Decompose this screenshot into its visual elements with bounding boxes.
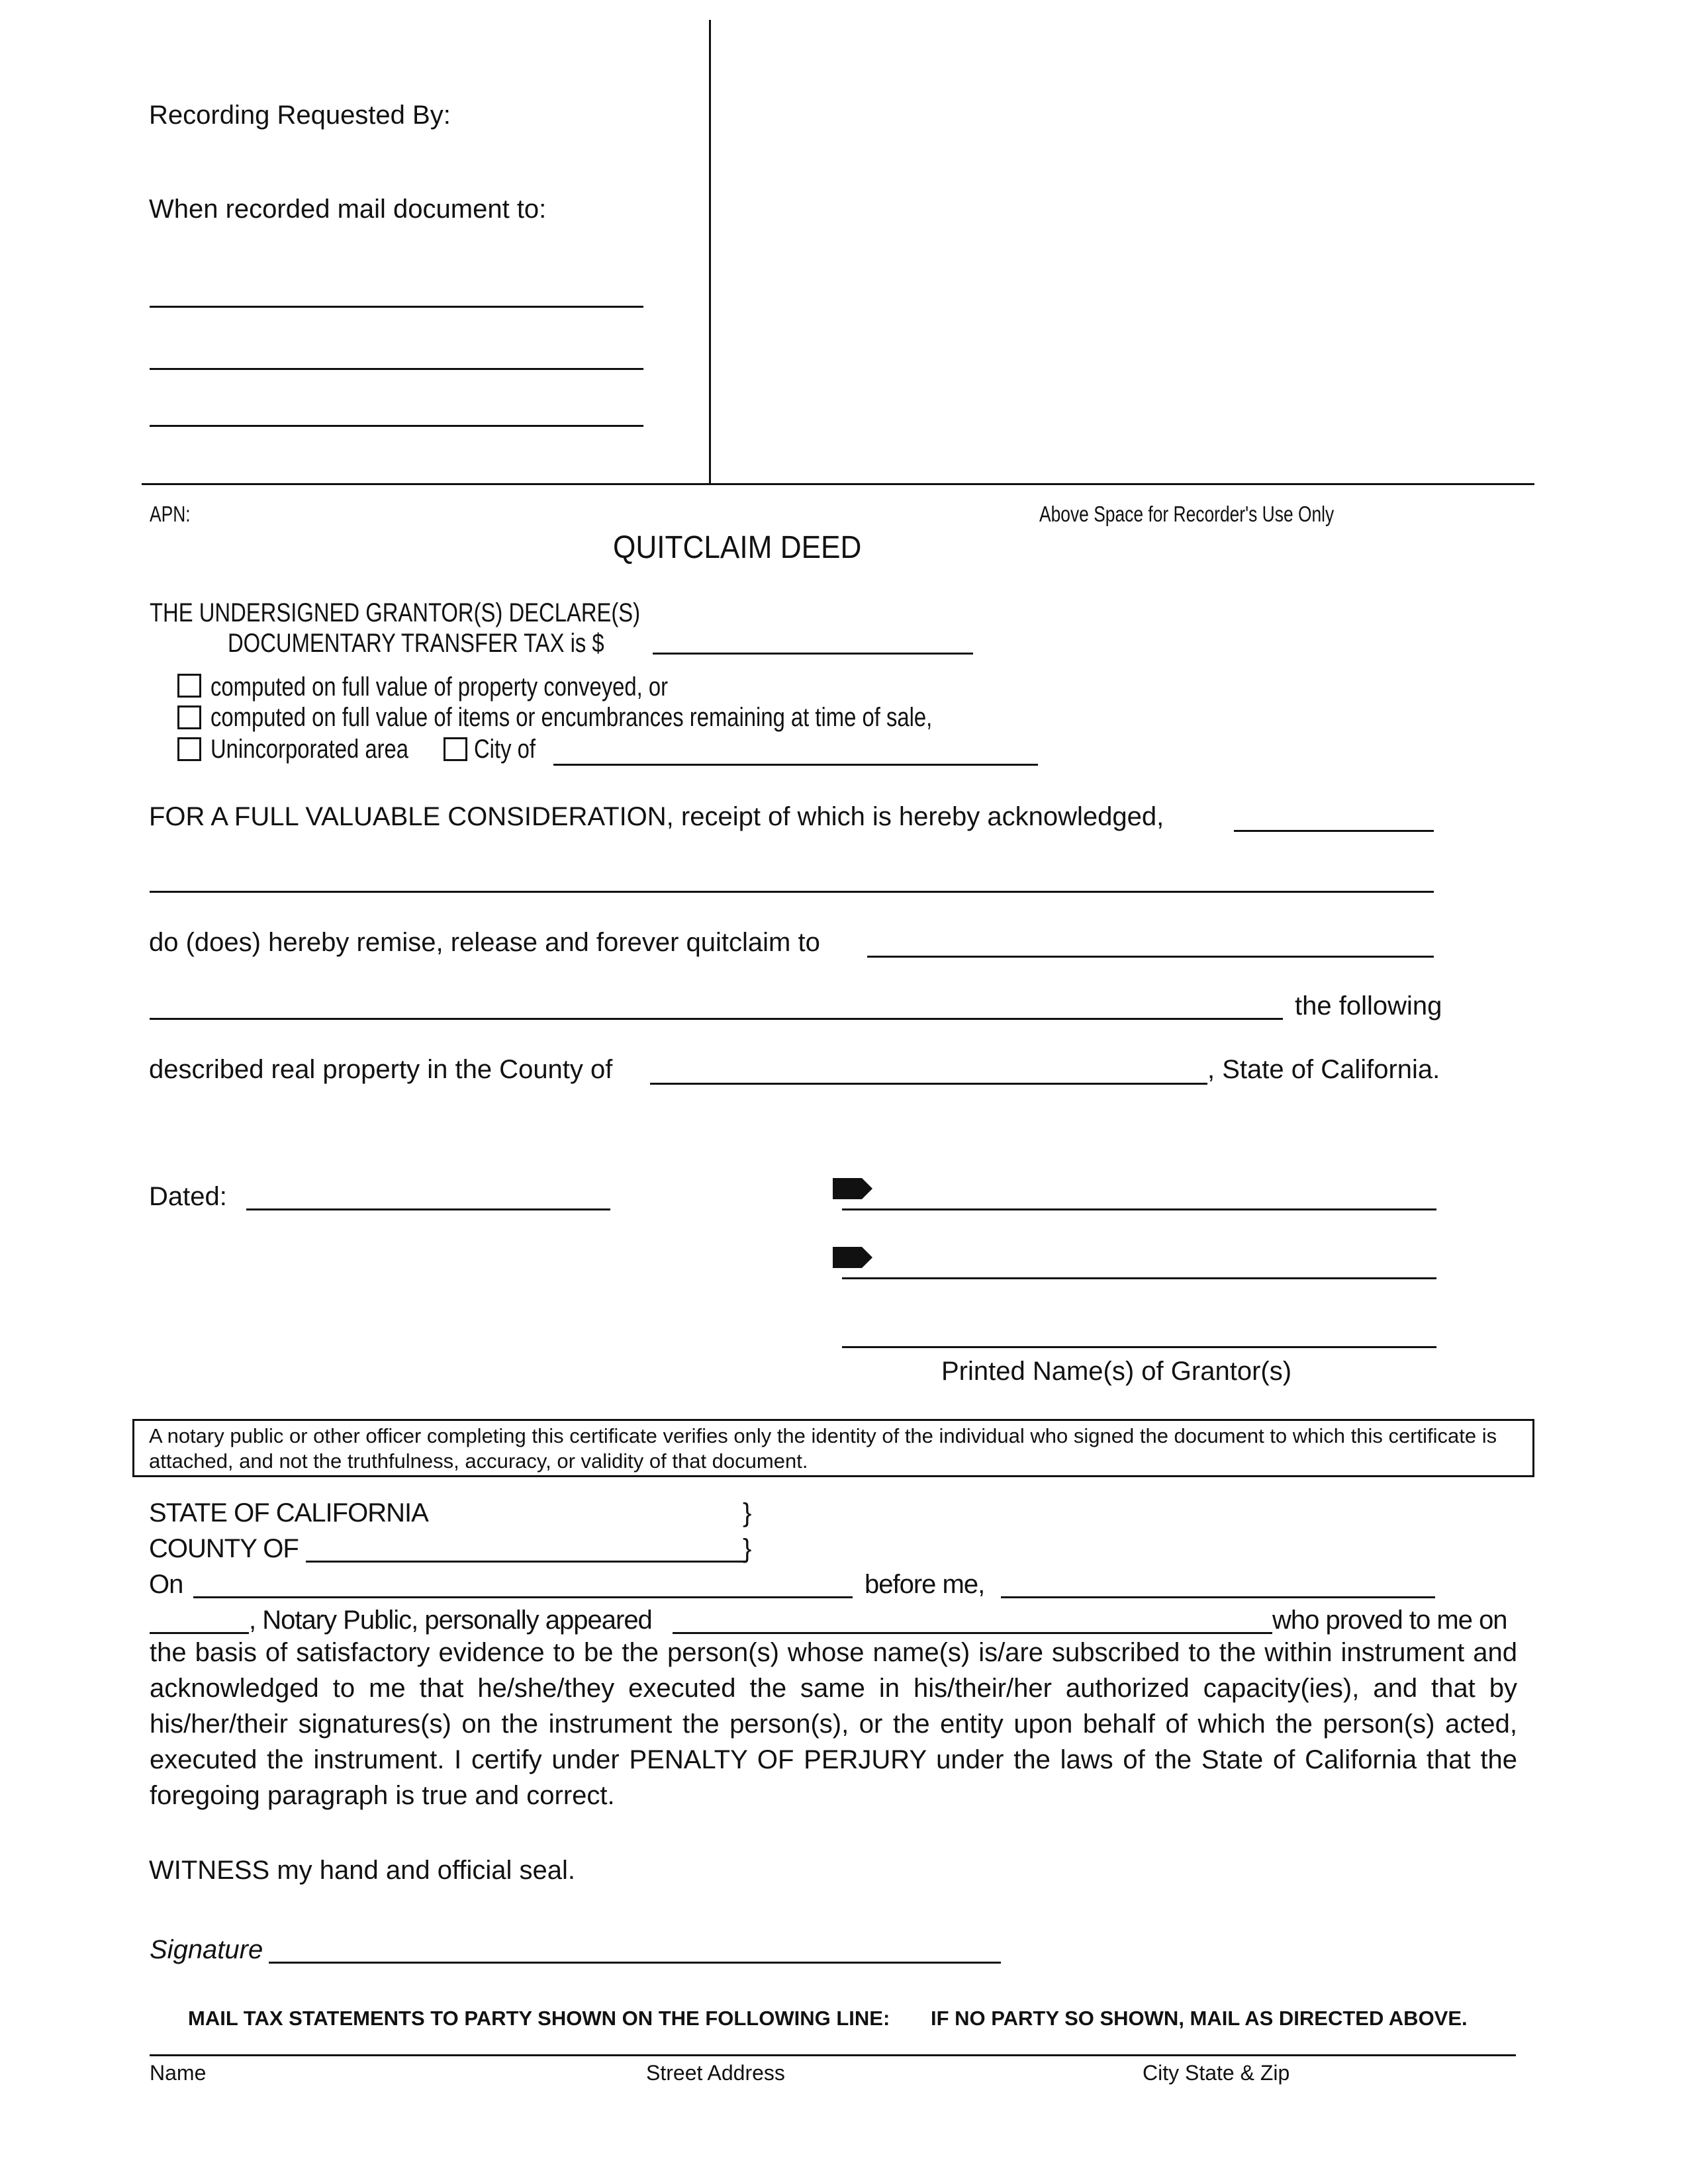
mail-address-line-1[interactable] xyxy=(150,306,643,308)
notary-county-line[interactable] xyxy=(306,1561,745,1563)
city-label: City of xyxy=(474,735,536,764)
unincorporated-checkbox[interactable] xyxy=(177,737,201,761)
mail-document-to-label: When recorded mail document to: xyxy=(149,195,547,224)
printed-name-line[interactable] xyxy=(842,1346,1436,1348)
quitclaim-text: do (does) hereby remise, release and forever quitclaim to xyxy=(149,928,820,957)
grantor-signature-line-1[interactable] xyxy=(842,1208,1436,1210)
transfer-tax-label: DOCUMENTARY TRANSFER TAX is $ xyxy=(228,629,604,658)
mail-tax-right-text: IF NO PARTY SO SHOWN, MAIL AS DIRECTED ABOVE. xyxy=(931,2007,1468,2030)
witness-label: WITNESS my hand and official seal. xyxy=(149,1856,575,1885)
dated-line[interactable] xyxy=(246,1208,610,1210)
consideration-text: FOR A FULL VALUABLE CONSIDERATION, receipt of which is hereby acknowledged, xyxy=(149,802,1164,831)
mail-tax-left-text: MAIL TAX STATEMENTS TO PARTY SHOWN ON THE FOLLOWING LINE: xyxy=(188,2007,890,2030)
before-me-label: before me, xyxy=(865,1570,985,1599)
brace-1: } xyxy=(743,1498,752,1527)
consideration-line-b[interactable] xyxy=(150,891,1434,893)
county-line[interactable] xyxy=(650,1083,1207,1085)
sign-here-arrow-icon-1 xyxy=(833,1177,874,1201)
state-of-california-text: , State of California. xyxy=(1207,1055,1440,1084)
grantor-declare-heading: THE UNDERSIGNED GRANTOR(S) DECLARE(S) xyxy=(150,598,641,627)
mail-name-label: Name xyxy=(150,2061,207,2085)
recorder-use-label: Above Space for Recorder's Use Only xyxy=(1039,502,1335,526)
dated-label: Dated: xyxy=(149,1182,227,1211)
notary-disclaimer-box: A notary public or other officer completing this certificate verifies only the identity of the individual who signed the document to which this certificate is attached, and not the truthfulness, accuracy, or validity of that document. xyxy=(132,1419,1534,1477)
mail-tax-party-line[interactable] xyxy=(150,2054,1516,2056)
brace-2: } xyxy=(743,1534,752,1563)
mail-address-line-3[interactable] xyxy=(150,425,643,427)
printed-names-label: Printed Name(s) of Grantor(s) xyxy=(941,1357,1292,1386)
city-name-line[interactable] xyxy=(553,764,1038,766)
on-label: On xyxy=(149,1570,183,1599)
header-divider xyxy=(709,20,711,483)
county-of-heading: COUNTY OF xyxy=(149,1534,299,1563)
unincorporated-label: Unincorporated area xyxy=(211,735,409,764)
encumbrances-label: computed on full value of items or encumbrances remaining at time of sale, xyxy=(211,703,933,732)
signature-label: Signature xyxy=(150,1935,263,1964)
consideration-line-a[interactable] xyxy=(1234,830,1434,832)
city-checkbox[interactable] xyxy=(444,737,467,761)
notary-paragraph: the basis of satisfactory evidence to be the person(s) whose name(s) is/are subscribed to the within instrument and acknowledged to me that he/she/they executed the same in his/their/her authorized capacity(ies), and that by his/her/their signatures(s) on the instrument the person(s), or the entity upon behalf of which the person(s) acted, executed the instrument. I certify under PENALTY OF PERJURY under the laws of the State of California that the foregoing paragraph is true and correct. xyxy=(150,1638,1517,1810)
recording-requested-by-label: Recording Requested By: xyxy=(149,101,451,130)
notary-signature-line[interactable] xyxy=(269,1962,1001,1964)
document-title: QUITCLAIM DEED xyxy=(613,530,862,565)
notary-title-line[interactable] xyxy=(150,1632,249,1634)
encumbrances-checkbox[interactable] xyxy=(177,705,201,729)
state-of-california-heading: STATE OF CALIFORNIA xyxy=(149,1498,428,1527)
grantee-line-a[interactable] xyxy=(867,956,1434,958)
mail-address-line-2[interactable] xyxy=(150,368,643,370)
full-value-checkbox[interactable] xyxy=(177,674,201,698)
sign-here-arrow-icon-2 xyxy=(833,1246,874,1269)
notary-date-line[interactable] xyxy=(193,1596,853,1598)
who-proved-label: who proved to me on xyxy=(1272,1606,1507,1635)
recorder-space-bottom-rule xyxy=(142,483,1534,485)
transfer-tax-amount-line[interactable] xyxy=(653,653,973,655)
mail-city-label: City State & Zip xyxy=(1143,2061,1290,2085)
appeared-name-line[interactable] xyxy=(673,1632,1272,1634)
notary-public-appeared-label: , Notary Public, personally appeared xyxy=(249,1606,652,1635)
county-of-text: described real property in the County of xyxy=(149,1055,613,1084)
grantee-line-b[interactable] xyxy=(150,1018,1283,1020)
following-text: the following xyxy=(1295,991,1442,1021)
full-value-label: computed on full value of property conveyed, or xyxy=(211,672,669,702)
notary-name-line[interactable] xyxy=(1001,1596,1435,1598)
grantor-signature-line-2[interactable] xyxy=(842,1277,1436,1279)
mail-street-label: Street Address xyxy=(646,2061,785,2085)
apn-label: APN: xyxy=(150,502,191,526)
